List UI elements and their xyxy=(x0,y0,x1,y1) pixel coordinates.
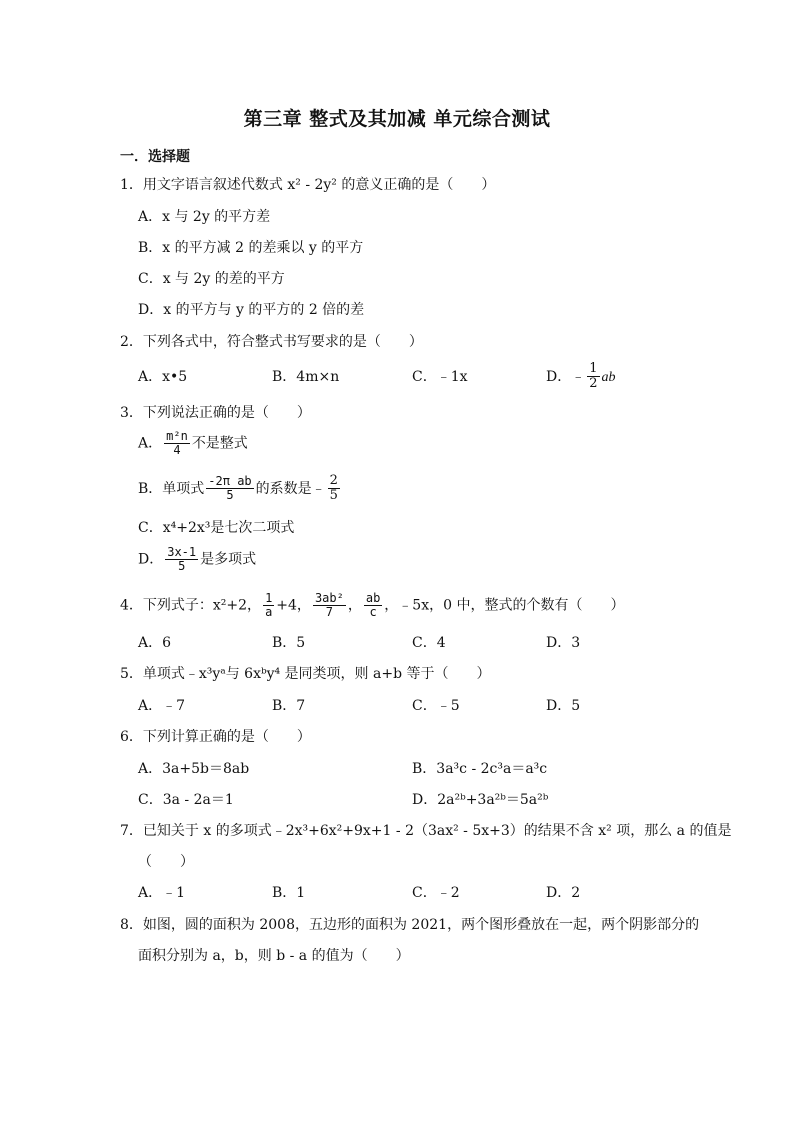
question-7-option-c: C．﹣2 xyxy=(412,885,460,901)
q4-f3-num: ab xyxy=(365,591,381,605)
q3-a-num: m²n xyxy=(166,429,188,443)
q3-b-fraction-2 xyxy=(328,474,340,504)
question-3-option-b xyxy=(138,474,342,504)
question-6-stem: 6．下列计算正确的是（ ） xyxy=(120,729,311,745)
question-7-stem: 7．已知关于 x 的多项式﹣2x³+6x²+9x+1 - 2（3ax² - 5x+3）的结果不含 x² 项，那么 a 的值是 xyxy=(120,823,732,839)
question-7-option-a: A．﹣1 xyxy=(138,885,186,901)
question-3-option-c: C．x⁴+2x³是七次二项式 xyxy=(138,520,295,536)
q3-a-fraction xyxy=(164,430,190,457)
question-5-option-a: A．﹣7 xyxy=(138,698,186,714)
question-4-option-a: A．6 xyxy=(138,635,172,651)
q3-d-fraction xyxy=(165,546,198,573)
q3-d-den: 5 xyxy=(178,559,186,574)
q2-d-prefix: D．﹣ xyxy=(546,368,586,385)
q3-d-num: 3x-1 xyxy=(167,545,197,559)
question-3-option-a xyxy=(138,430,248,457)
question-1-option-b: B．x 的平方减 2 的差乘以 y 的平方 xyxy=(138,240,364,256)
q4-f2-num: 3ab² xyxy=(314,591,344,605)
question-6-option-d: D．2a²ᵇ+3a²ᵇ＝5a²ᵇ xyxy=(412,792,549,808)
question-1-option-c: C．x 与 2y 的差的平方 xyxy=(138,271,285,287)
question-8-line-1: 8．如图，圆的面积为 2008，五边形的面积为 2021，两个图形叠放在一起，两个阴影部分的 xyxy=(120,917,700,933)
question-5-option-c: C．﹣5 xyxy=(412,698,460,714)
q3-a-den: 4 xyxy=(173,443,181,458)
question-5-stem: 5．单项式﹣x³yᵃ与 6xᵇy⁴ 是同类项，则 a+b 等于（ ） xyxy=(120,666,491,682)
question-6-option-a: A．3a+5b＝8ab xyxy=(138,761,250,777)
q3-d-suffix: 是多项式 xyxy=(200,551,257,568)
q3-b-den: 5 xyxy=(226,488,234,503)
q3-b-mid: 的系数是﹣ xyxy=(255,480,326,497)
q2-d-num: 1 xyxy=(589,361,598,376)
q3-d-prefix: D． xyxy=(138,551,164,568)
q4-fraction-1 xyxy=(263,592,274,619)
q2-d-den: 2 xyxy=(589,376,598,392)
question-7-option-b: B．1 xyxy=(272,885,306,901)
q3-b-num2: 2 xyxy=(329,473,338,488)
question-7-option-d: D．2 xyxy=(546,885,581,901)
question-4-option-b: B．5 xyxy=(272,635,306,651)
question-7-answer-paren: （ ） xyxy=(138,854,194,870)
question-4-stem xyxy=(120,592,624,619)
question-2-option-a: A．x•5 xyxy=(138,369,188,385)
q4-stem-prefix: 4．下列式子：x²+2， xyxy=(120,597,262,614)
q2-d-suffix: ab xyxy=(601,369,616,385)
question-4-option-d: D．3 xyxy=(546,635,581,651)
question-2-stem: 2．下列各式中，符合整式书写要求的是（ ） xyxy=(120,334,423,350)
q4-f1-num: 1 xyxy=(265,591,273,605)
question-8-line-2: 面积分别为 a，b，则 b - a 的值为（ ） xyxy=(138,948,410,964)
q3-a-suffix: 不是整式 xyxy=(191,435,248,452)
question-2-option-b: B．4m×n xyxy=(272,369,340,385)
question-5-option-b: B．7 xyxy=(272,698,306,714)
question-5-option-d: D．5 xyxy=(546,698,581,714)
question-6-option-b: B．3a³c - 2c³a＝a³c xyxy=(412,761,548,777)
question-3-option-d xyxy=(138,546,256,573)
q4-fraction-2 xyxy=(313,592,346,619)
question-3-stem: 3．下列说法正确的是（ ） xyxy=(120,405,311,421)
question-1-stem: 1．用文字语言叙述代数式 x² - 2y² 的意义正确的是（ ） xyxy=(120,177,496,193)
q4-mid-2: ， xyxy=(347,597,362,614)
q3-b-num: -2π ab xyxy=(208,474,252,489)
q4-fraction-3 xyxy=(364,592,382,619)
question-6-option-c: C．3a - 2a＝1 xyxy=(138,792,234,808)
q4-stem-suffix: ，﹣5x，0 中，整式的个数有（ ） xyxy=(384,597,625,614)
q4-f2-den: 7 xyxy=(325,605,333,620)
question-1-option-a: A．x 与 2y 的平方差 xyxy=(138,209,271,225)
q2-d-fraction xyxy=(587,362,599,392)
q4-f3-den: c xyxy=(369,605,377,620)
question-2-option-c: C．﹣1x xyxy=(412,369,468,385)
question-1-option-d: D．x 的平方与 y 的平方的 2 倍的差 xyxy=(138,302,365,318)
question-2-option-d xyxy=(546,362,616,392)
q4-f1-den: a xyxy=(265,605,273,620)
q3-b-prefix: B．单项式 xyxy=(138,480,205,497)
section-heading: 一．选择题 xyxy=(120,149,190,165)
question-4-option-c: C．4 xyxy=(412,635,446,651)
q3-a-prefix: A． xyxy=(138,435,163,452)
document-title: 第三章 整式及其加减 单元综合测试 xyxy=(243,108,551,130)
q4-mid-1: +4， xyxy=(276,597,311,614)
q3-b-den2: 5 xyxy=(329,488,338,504)
q3-b-fraction xyxy=(206,475,253,502)
